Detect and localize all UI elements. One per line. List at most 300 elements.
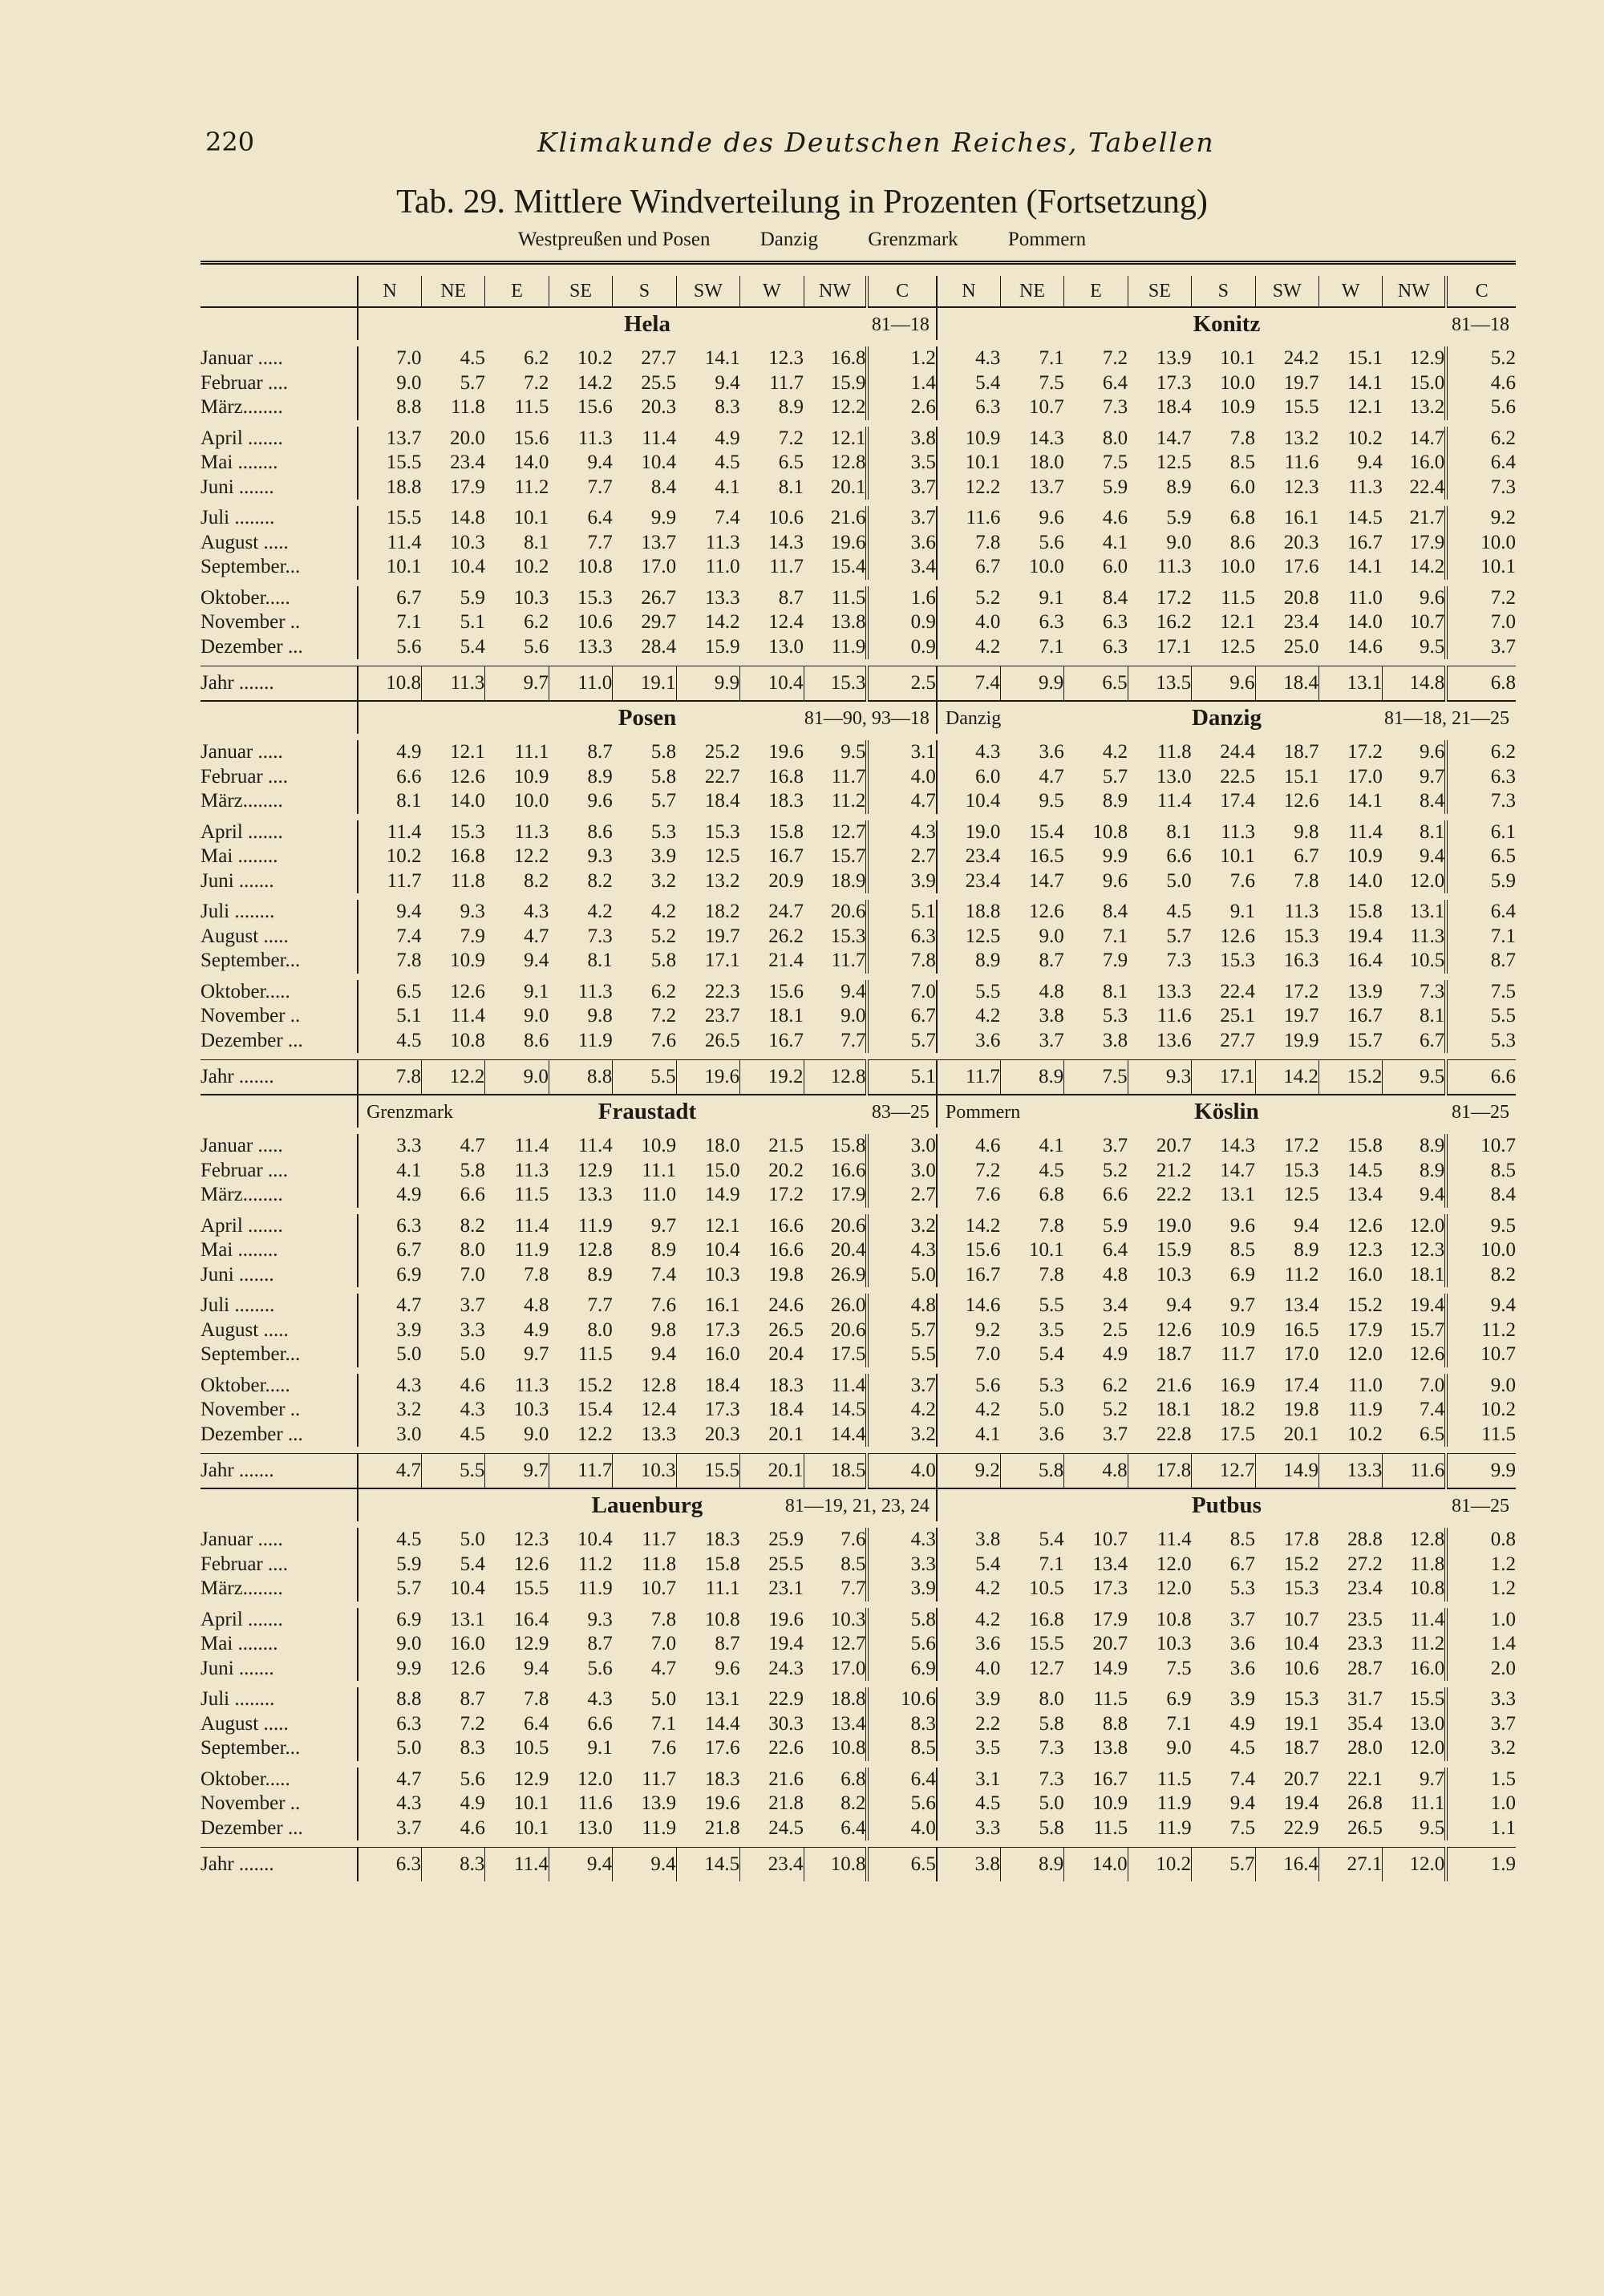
value-cell: 9.8 [650, 1318, 677, 1341]
year-row [200, 1848, 1516, 1882]
value-cell: 10.9 [1347, 845, 1383, 868]
month-row [200, 1029, 1516, 1054]
value-cell: 14.3 [1220, 1135, 1256, 1157]
station-period: 81—25 [1452, 1496, 1509, 1516]
value-cell: 10.7 [1283, 1608, 1319, 1630]
value-cell: 12.5 [1156, 452, 1192, 474]
value-cell: 9.4 [1420, 845, 1445, 868]
value-cell: 3.0 [867, 1134, 936, 1159]
value-cell: 5.1 [867, 900, 936, 925]
value-cell: 9.7 [1420, 765, 1445, 788]
value-cell: 16.5 [1029, 845, 1064, 868]
value-cell: 7.5 [1166, 1657, 1192, 1679]
value-cell: 15.6 [577, 396, 613, 419]
month-label: Januar ..... [200, 1529, 283, 1551]
value-cell: 11.4 [1348, 820, 1383, 843]
value-cell: 10.6 [1283, 1657, 1319, 1679]
value-cell: 6.3 [867, 925, 936, 950]
value-cell: 11.3 [514, 1159, 549, 1181]
value-cell: 4.3 [358, 1792, 421, 1816]
page-number: 220 [205, 127, 255, 157]
value-cell: 7.6 [650, 1029, 677, 1051]
year-value-cell: 14.8 [1383, 666, 1446, 702]
month-row [200, 844, 1516, 869]
value-cell: 15.9 [704, 635, 740, 658]
value-cell: 5.4 [460, 635, 485, 658]
month-row [200, 1183, 1516, 1208]
value-cell: 5.5 [1446, 1004, 1516, 1029]
value-cell: 12.1 [450, 741, 485, 763]
station-header-row [200, 1095, 1516, 1128]
value-cell: 26.8 [1347, 1792, 1383, 1815]
value-cell: 8.5 [867, 1736, 936, 1761]
value-cell: 26.5 [1347, 1816, 1383, 1839]
month-row [200, 1004, 1516, 1029]
value-cell: 9.1 [1039, 586, 1064, 609]
value-cell: 27.7 [641, 347, 677, 370]
value-cell: 7.8 [524, 1263, 549, 1286]
year-value-cell: 9.7 [485, 666, 549, 702]
year-value-cell: 9.5 [1383, 1060, 1446, 1095]
year-value-cell: 9.6 [1192, 666, 1255, 702]
value-cell: 15.1 [1347, 347, 1383, 370]
station-period: 81—18 [871, 314, 930, 335]
value-cell: 3.6 [867, 531, 936, 556]
value-cell: 11.6 [937, 506, 1000, 531]
value-cell: 10.1 [513, 1792, 549, 1815]
value-cell: 10.4 [450, 556, 485, 578]
value-cell: 14.7 [1220, 1159, 1256, 1181]
year-value-cell: 10.3 [613, 1454, 676, 1489]
value-cell: 11.9 [577, 1577, 613, 1600]
month-label: Mai ........ [200, 845, 278, 868]
station-period: 81—25 [1452, 1102, 1509, 1123]
year-value-cell: 11.4 [485, 1848, 549, 1882]
value-cell: 18.4 [1156, 396, 1192, 419]
value-cell: 10.1 [358, 555, 421, 580]
value-cell: 13.1 [450, 1608, 485, 1630]
value-cell: 15.6 [937, 1238, 1000, 1263]
value-cell: 11.7 [831, 950, 866, 972]
value-cell: 5.0 [650, 1688, 677, 1711]
value-cell: 3.5 [867, 451, 936, 476]
value-cell: 18.7 [1283, 741, 1319, 763]
value-cell: 11.2 [514, 476, 549, 498]
value-cell: 22.6 [768, 1737, 804, 1759]
value-cell: 1.1 [1446, 1816, 1516, 1841]
direction-header: C [867, 276, 936, 307]
value-cell: 17.2 [768, 1184, 804, 1206]
station-header [937, 1095, 1516, 1128]
value-cell: 11.3 [577, 427, 613, 449]
value-cell: 10.0 [513, 790, 549, 812]
month-row [200, 1398, 1516, 1423]
value-cell: 5.9 [1446, 869, 1516, 894]
month-row [200, 1294, 1516, 1318]
year-value-cell: 15.3 [804, 666, 867, 702]
month-label: April ....... [200, 1608, 283, 1630]
value-cell: 11.2 [831, 790, 866, 812]
value-cell: 21.4 [768, 950, 804, 972]
value-cell: 2.2 [937, 1712, 1000, 1737]
value-cell: 7.8 [524, 1688, 549, 1711]
year-value-cell: 13.1 [1318, 666, 1382, 702]
value-cell: 4.9 [358, 1183, 421, 1208]
value-cell: 12.0 [1409, 1737, 1445, 1759]
value-cell: 4.7 [1039, 765, 1064, 788]
value-cell: 24.3 [768, 1657, 804, 1679]
value-cell: 28.4 [641, 635, 677, 658]
value-cell: 11.8 [451, 869, 485, 892]
month-row [200, 1318, 1516, 1343]
value-cell: 15.9 [830, 371, 866, 394]
value-cell: 7.1 [1039, 635, 1064, 658]
value-cell: 11.2 [1446, 1318, 1516, 1343]
value-cell: 9.1 [587, 1737, 613, 1759]
station-name: Putbus [1191, 1492, 1262, 1518]
value-cell: 10.1 [1220, 347, 1256, 370]
direction-header: SE [549, 276, 612, 307]
month-row [200, 1792, 1516, 1816]
value-cell: 8.3 [715, 396, 740, 419]
value-cell: 5.7 [1166, 925, 1192, 947]
month-label: Februar .... [200, 1553, 288, 1575]
month-label: Juni ....... [200, 869, 274, 892]
year-value-cell: 12.8 [804, 1060, 867, 1095]
value-cell: 13.4 [1347, 1184, 1383, 1206]
value-cell: 7.3 [1039, 1768, 1064, 1790]
value-cell: 7.7 [587, 531, 613, 553]
value-cell: 12.4 [768, 611, 804, 634]
value-cell: 7.5 [1229, 1816, 1256, 1839]
value-cell: 6.3 [1039, 611, 1064, 634]
value-cell: 17.4 [1220, 790, 1256, 812]
group-gap [200, 1367, 1516, 1374]
value-cell: 10.5 [513, 1737, 549, 1759]
value-cell: 26.5 [768, 1318, 804, 1341]
value-cell: 15.3 [1220, 950, 1256, 972]
value-cell: 20.4 [830, 1239, 866, 1261]
value-cell: 3.7 [867, 1374, 936, 1399]
value-cell: 4.5 [1039, 1159, 1064, 1181]
station-name: Posen [618, 705, 677, 731]
value-cell: 14.6 [1347, 635, 1383, 658]
value-cell: 15.7 [830, 845, 866, 868]
value-cell: 12.3 [1283, 476, 1319, 498]
value-cell: 21.8 [768, 1792, 804, 1815]
value-cell: 20.6 [830, 1318, 866, 1341]
value-cell: 14.9 [1092, 1657, 1128, 1679]
value-cell: 18.1 [768, 1005, 804, 1027]
value-cell: 17.8 [1283, 1529, 1319, 1551]
value-cell: 11.4 [831, 1374, 866, 1396]
value-cell: 11.6 [1284, 452, 1319, 474]
value-cell: 11.3 [514, 820, 549, 843]
year-value-cell: 14.5 [676, 1848, 739, 1882]
value-cell: 4.3 [358, 1374, 421, 1399]
value-cell: 12.0 [1409, 1214, 1445, 1237]
month-label: Juni ....... [200, 1657, 274, 1679]
value-cell: 5.1 [460, 611, 485, 634]
value-cell: 5.6 [867, 1792, 936, 1816]
value-cell: 12.9 [577, 1159, 613, 1181]
value-cell: 11.2 [1284, 1263, 1319, 1286]
value-cell: 13.2 [1283, 427, 1319, 449]
value-cell: 9.6 [1229, 1214, 1256, 1237]
value-cell: 1.4 [867, 371, 936, 396]
value-cell: 5.5 [1039, 1294, 1064, 1317]
row-label-header [200, 276, 358, 307]
value-cell: 28.0 [1347, 1737, 1383, 1759]
year-value-cell: 18.4 [1255, 666, 1318, 702]
value-cell: 7.8 [1294, 869, 1319, 892]
value-cell: 5.7 [358, 1577, 421, 1602]
month-label: Juli ........ [200, 507, 275, 529]
value-cell: 5.4 [937, 371, 1000, 396]
value-cell: 20.8 [1283, 586, 1319, 609]
value-cell: 12.2 [830, 396, 866, 419]
value-cell: 8.8 [358, 395, 421, 420]
value-cell: 7.4 [715, 507, 740, 529]
value-cell: 10.4 [641, 452, 677, 474]
value-cell: 5.6 [524, 635, 549, 658]
value-cell: 9.4 [524, 950, 549, 972]
value-cell: 6.0 [937, 765, 1000, 790]
value-cell: 6.0 [1102, 556, 1128, 578]
station-region: Pommern [945, 1102, 1021, 1123]
station-header-row [200, 307, 1516, 340]
value-cell: 10.3 [513, 1399, 549, 1421]
value-cell: 5.4 [460, 1553, 485, 1575]
value-cell: 7.5 [1102, 452, 1128, 474]
value-cell: 19.4 [1283, 1792, 1319, 1815]
month-label: Juni ....... [200, 1263, 274, 1286]
value-cell: 16.7 [937, 1263, 1000, 1288]
value-cell: 3.6 [937, 1029, 1000, 1054]
value-cell: 9.4 [1420, 1184, 1445, 1206]
direction-header: S [1192, 276, 1255, 307]
value-cell: 5.5 [867, 1342, 936, 1367]
value-cell: 12.4 [641, 1399, 677, 1421]
value-cell: 7.1 [358, 610, 421, 635]
year-label: Jahr ....... [200, 1848, 358, 1882]
value-cell: 18.8 [830, 1688, 866, 1711]
year-value-cell: 11.0 [549, 666, 612, 702]
value-cell: 2.7 [867, 1183, 936, 1208]
year-value-cell: 6.5 [867, 1848, 936, 1882]
value-cell: 7.0 [1446, 610, 1516, 635]
value-cell: 18.8 [358, 476, 421, 500]
value-cell: 10.2 [513, 556, 549, 578]
value-cell: 7.1 [1039, 347, 1064, 370]
value-cell: 6.4 [587, 507, 613, 529]
month-label: Februar .... [200, 371, 288, 394]
value-cell: 5.5 [937, 980, 1000, 1005]
value-cell: 7.8 [650, 1608, 677, 1630]
value-cell: 16.8 [1029, 1608, 1064, 1630]
month-label: Mai ........ [200, 1239, 278, 1261]
value-cell: 23.5 [1347, 1608, 1383, 1630]
station-period: 81—19, 21, 23, 24 [784, 1496, 930, 1516]
value-cell: 16.5 [1283, 1318, 1319, 1341]
value-cell: 13.1 [704, 1688, 740, 1711]
value-cell: 15.7 [1347, 1029, 1383, 1051]
value-cell: 23.4 [1347, 1577, 1383, 1600]
value-cell: 8.5 [840, 1553, 866, 1575]
year-value-cell: 23.4 [740, 1848, 804, 1882]
value-cell: 16.6 [830, 1159, 866, 1181]
value-cell: 7.1 [1166, 1712, 1192, 1735]
value-cell: 13.1 [1220, 1184, 1256, 1206]
month-row [200, 820, 1516, 845]
station-header [358, 1095, 937, 1128]
value-cell: 3.7 [1039, 1029, 1064, 1051]
value-cell: 4.5 [460, 347, 485, 370]
month-row [200, 900, 1516, 925]
value-cell: 8.1 [524, 531, 549, 553]
value-cell: 8.9 [587, 765, 613, 788]
value-cell: 5.4 [937, 1553, 1000, 1577]
subtitle-region: Danzig [759, 229, 818, 250]
group-gap [200, 1128, 1516, 1134]
value-cell: 7.6 [650, 1294, 677, 1317]
value-cell: 8.2 [587, 869, 613, 892]
value-cell: 19.7 [1283, 1005, 1319, 1027]
value-cell: 20.0 [450, 427, 485, 449]
value-cell: 9.3 [587, 1608, 613, 1630]
value-cell: 12.6 [450, 980, 485, 1002]
value-cell: 5.3 [1446, 1029, 1516, 1054]
value-cell: 7.6 [937, 1183, 1000, 1208]
value-cell: 9.3 [460, 901, 485, 923]
value-cell: 7.3 [1039, 1737, 1064, 1759]
month-label: Oktober..... [200, 586, 290, 609]
value-cell: 8.9 [937, 949, 1000, 974]
value-cell: 6.2 [524, 611, 549, 634]
value-cell: 18.0 [1029, 452, 1064, 474]
value-cell: 8.6 [587, 820, 613, 843]
value-cell: 3.9 [358, 1318, 421, 1343]
value-cell: 5.6 [1446, 395, 1516, 420]
value-cell: 12.8 [641, 1374, 677, 1396]
value-cell: 6.2 [1446, 740, 1516, 765]
month-row [200, 346, 1516, 371]
direction-header: SW [1255, 276, 1318, 307]
value-cell: 3.2 [867, 1214, 936, 1239]
value-cell: 20.6 [830, 1214, 866, 1237]
value-cell: 2.6 [867, 395, 936, 420]
value-cell: 16.4 [1347, 950, 1383, 972]
value-cell: 10.3 [1156, 1633, 1192, 1655]
value-cell: 12.2 [577, 1423, 613, 1445]
value-cell: 5.2 [1102, 1159, 1128, 1181]
value-cell: 4.6 [937, 1134, 1000, 1159]
month-row [200, 1712, 1516, 1737]
value-cell: 5.6 [587, 1657, 613, 1679]
value-cell: 8.0 [460, 1239, 485, 1261]
value-cell: 8.9 [1420, 1135, 1445, 1157]
year-value-cell: 5.7 [1192, 1848, 1255, 1882]
value-cell: 11.9 [577, 1029, 613, 1051]
value-cell: 6.4 [1446, 451, 1516, 476]
value-cell: 11.9 [1348, 1399, 1383, 1421]
value-cell: 0.9 [867, 635, 936, 660]
value-cell: 3.9 [867, 1577, 936, 1602]
value-cell: 5.6 [867, 1632, 936, 1657]
value-cell: 20.7 [1156, 1135, 1192, 1157]
value-cell: 9.0 [1446, 1374, 1516, 1399]
month-label: Januar ..... [200, 741, 283, 763]
value-cell: 11.5 [577, 1343, 613, 1366]
value-cell: 18.3 [768, 1374, 804, 1396]
year-row [200, 666, 1516, 702]
value-cell: 5.9 [358, 1553, 421, 1577]
value-cell: 25.5 [768, 1553, 804, 1575]
month-row [200, 1134, 1516, 1159]
station-header [358, 701, 937, 734]
value-cell: 11.4 [1410, 1608, 1445, 1630]
year-label: Jahr ....... [200, 666, 358, 702]
value-cell: 9.4 [587, 452, 613, 474]
value-cell: 22.1 [1347, 1768, 1383, 1790]
value-cell: 7.6 [1229, 869, 1256, 892]
value-cell: 18.3 [768, 790, 804, 812]
month-label: April ....... [200, 1214, 283, 1237]
value-cell: 21.7 [1409, 507, 1445, 529]
value-cell: 14.2 [577, 371, 613, 394]
value-cell: 14.7 [1409, 427, 1445, 449]
value-cell: 8.9 [1420, 1159, 1445, 1181]
value-cell: 6.6 [1102, 1184, 1128, 1206]
value-cell: 20.4 [768, 1343, 804, 1366]
value-cell: 17.9 [1347, 1318, 1383, 1341]
value-cell: 11.5 [1093, 1816, 1128, 1839]
month-label: August ..... [200, 531, 289, 553]
value-cell: 9.0 [840, 1005, 866, 1027]
value-cell: 1.5 [1446, 1768, 1516, 1792]
value-cell: 4.3 [587, 1688, 613, 1711]
value-cell: 14.6 [937, 1294, 1000, 1318]
value-cell: 9.5 [1446, 1214, 1516, 1239]
value-cell: 5.0 [460, 1343, 485, 1366]
value-cell: 3.6 [1039, 1423, 1064, 1445]
value-cell: 11.8 [451, 396, 485, 419]
value-cell: 15.3 [1283, 1688, 1319, 1711]
month-label: Mai ........ [200, 452, 278, 474]
value-cell: 7.2 [778, 427, 804, 449]
year-value-cell: 9.2 [937, 1454, 1000, 1489]
value-cell: 9.7 [1420, 1768, 1445, 1790]
value-cell: 8.0 [1039, 1688, 1064, 1711]
month-label: November .. [200, 1792, 301, 1815]
value-cell: 18.8 [937, 900, 1000, 925]
value-cell: 6.4 [1102, 1239, 1128, 1261]
value-cell: 24.5 [768, 1816, 804, 1839]
value-cell: 4.3 [867, 1528, 936, 1553]
value-cell: 4.6 [1102, 507, 1128, 529]
year-value-cell: 11.3 [421, 666, 484, 702]
year-value-cell: 5.5 [421, 1454, 484, 1489]
month-row [200, 1816, 1516, 1841]
value-cell: 8.5 [1446, 1159, 1516, 1184]
value-cell: 20.7 [1092, 1633, 1128, 1655]
value-cell: 6.7 [358, 586, 421, 611]
value-cell: 16.8 [768, 765, 804, 788]
value-cell: 18.4 [704, 1374, 740, 1396]
value-cell: 15.4 [577, 1399, 613, 1421]
station-header-spacer [200, 307, 358, 340]
value-cell: 8.0 [587, 1318, 613, 1341]
